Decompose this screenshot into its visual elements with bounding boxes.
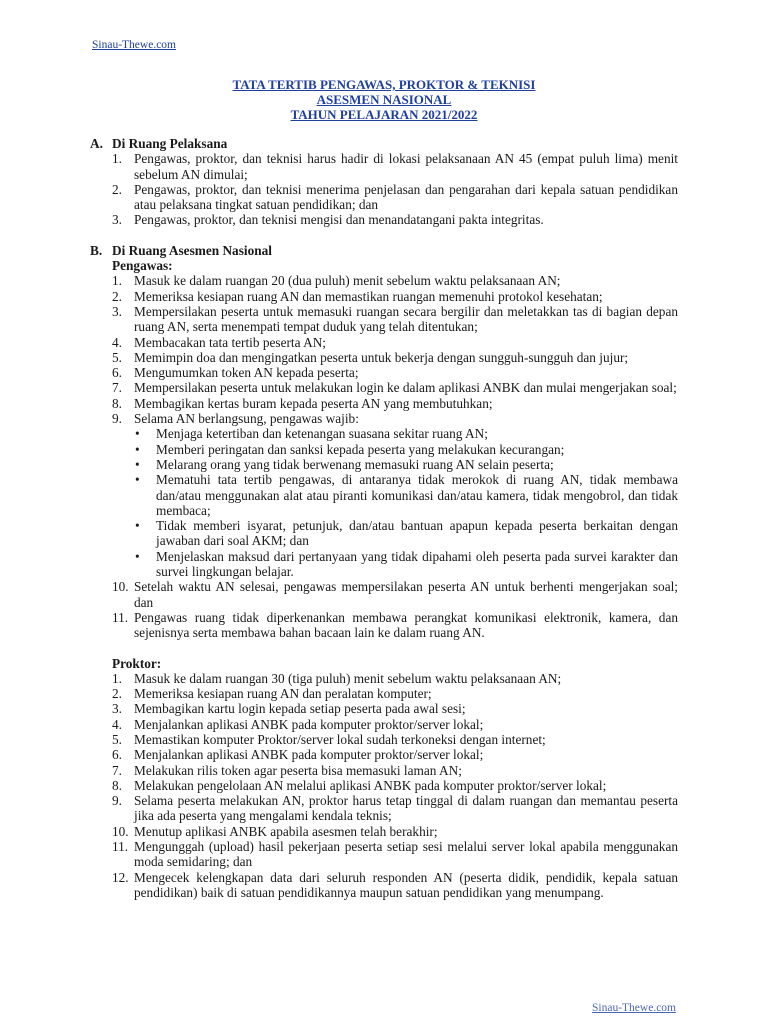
item-text: Mengunggah (upload) hasil pekerjaan peserta setiap sesi melalui server lokal apabila menggunakan moda semidaring; dan — [134, 839, 678, 870]
item-number: 4. — [112, 716, 122, 732]
pengawas-item — [90, 335, 678, 350]
section-a-heading: A. Di Ruang Pelaksana — [90, 136, 228, 151]
bullet-item — [134, 426, 678, 441]
item-number: 4. — [112, 334, 122, 350]
bullet-item — [134, 457, 678, 472]
item-text: Melakukan pengelolaan AN melalui aplikasi ANBK pada komputer proktor/server lokal; — [134, 777, 607, 793]
bullet-icon: • — [135, 426, 140, 442]
proktor-list — [90, 671, 678, 900]
item-number: 1. — [112, 273, 122, 289]
item-text: Membacakan tata tertib peserta AN; — [134, 334, 326, 350]
item-text: Mengumumkan token AN kepada peserta; — [134, 365, 359, 381]
title-line-1: TATA TERTIB PENGAWAS, PROKTOR & TEKNISI — [232, 77, 536, 92]
pengawas-list — [90, 273, 678, 426]
item-number: 5. — [112, 731, 122, 747]
item-text: Membagikan kertas buram kepada peserta AN yang membutuhkan; — [134, 395, 493, 411]
header-site-link[interactable]: Sinau-Thewe.com — [92, 39, 176, 51]
pengawas-list-continued — [90, 579, 678, 640]
bullet-icon: • — [135, 472, 140, 488]
proktor-item — [90, 763, 678, 778]
item-text: Pengawas ruang tidak diperkenankan membawa perangkat komunikasi elektronik, kamera, dan sejenisnya serta membawa bahan bacaan lain ke dalam ruang AN. — [134, 609, 678, 641]
document-title — [0, 77, 768, 122]
item-text: Mengecek kelengkapan data dari seluruh responden AN (peserta didik, pendidik, kepala satuan pendidikan) baik di satuan pendidikannya maupun satuan pendidikan yang menumpang. — [134, 869, 678, 900]
bullet-text: Memberi peringatan dan sanksi kepada peserta yang melakukan kecurangan; — [156, 441, 565, 457]
bullet-text: Tidak memberi isyarat, petunjuk, dan/atau bantuan apapun kepada peserta berkaitan dengan jawaban dari soal AKM; dan — [156, 518, 678, 549]
item-number: 9. — [112, 411, 122, 427]
item-number: 11. — [112, 609, 129, 625]
document-body — [90, 136, 678, 900]
item-number: 6. — [112, 747, 122, 763]
proktor-item — [90, 824, 678, 839]
section-a-item — [90, 182, 678, 213]
proktor-item — [90, 778, 678, 793]
bullet-icon: • — [135, 518, 140, 534]
item-text: Masuk ke dalam ruangan 20 (dua puluh) menit sebelum waktu pelaksanaan AN; — [134, 273, 561, 289]
item-text: Mempersilakan peserta untuk memasuki ruangan secara bergilir dan meletakkan tas di bagian depan ruang AN, serta menempati tempat duduk yang telah ditentukan; — [134, 303, 678, 335]
item-text: Mempersilakan peserta untuk melakukan login ke dalam aplikasi ANBK dan mulai mengerjakan soal; — [134, 380, 677, 396]
section-b-heading: B. Di Ruang Asesmen Nasional — [90, 242, 272, 258]
pengawas-bullet-list — [90, 426, 678, 579]
item-text: Memeriksa kesiapan ruang AN dan peralatan komputer; — [134, 686, 432, 702]
pengawas-item — [90, 289, 678, 304]
item-number: 8. — [112, 395, 122, 411]
proktor-label: Proktor: — [112, 655, 162, 671]
proktor-item — [90, 671, 678, 686]
item-text: Selama peserta melakukan AN, proktor harus tetap tinggal di dalam ruangan dan memantau peserta jika ada peserta yang mengalami kendala teknis; — [134, 793, 678, 824]
item-number: 10. — [112, 823, 129, 839]
item-number: 1. — [112, 670, 122, 686]
item-text: Selama AN berlangsung, pengawas wajib: — [134, 411, 359, 427]
item-number: 9. — [112, 793, 122, 809]
item-number: 2. — [112, 686, 122, 702]
item-text: Memeriksa kesiapan ruang AN dan memastikan ruangan memenuhi protokol kesehatan; — [134, 288, 603, 304]
pengawas-item — [90, 380, 678, 395]
proktor-item — [90, 732, 678, 747]
item-number: 11. — [112, 839, 129, 855]
item-number: 6. — [112, 365, 122, 381]
item-text: Memastikan komputer Proktor/server lokal sudah terkoneksi dengan internet; — [134, 731, 546, 747]
proktor-item — [90, 793, 678, 824]
bullet-text: Menjelaskan maksud dari pertanyaan yang tidak dipahami oleh peserta pada survei karakter dan survei lingkungan belajar. — [156, 548, 678, 580]
item-text: Pengawas, proktor, dan teknisi harus hadir di lokasi pelaksanaan AN 45 (empat puluh lima) menit sebelum AN dimulai; — [134, 151, 678, 182]
pengawas-item — [90, 396, 678, 411]
item-number: 3. — [112, 701, 122, 717]
pengawas-item — [90, 411, 678, 426]
title-line-3: TAHUN PELAJARAN 2021/2022 — [290, 107, 478, 122]
item-number: 2. — [112, 181, 122, 197]
item-text: Menjalankan aplikasi ANBK pada komputer proktor/server lokal; — [134, 747, 484, 763]
bullet-item — [134, 518, 678, 549]
item-number: 7. — [112, 380, 122, 396]
bullet-text: Menjaga ketertiban dan ketenangan suasana sekitar ruang AN; — [156, 426, 488, 442]
proktor-item — [90, 717, 678, 732]
section-a-item — [90, 151, 678, 182]
item-text: Membagikan kartu login kepada setiap peserta pada awal sesi; — [134, 701, 466, 717]
bullet-item — [134, 442, 678, 457]
item-text: Masuk ke dalam ruangan 30 (tiga puluh) menit sebelum waktu pelaksanaan AN; — [134, 670, 562, 686]
bullet-icon: • — [135, 456, 140, 472]
item-number: 7. — [112, 762, 122, 778]
bullet-item — [134, 549, 678, 580]
pengawas-label: Pengawas: — [112, 258, 173, 274]
bullet-icon: • — [135, 548, 140, 564]
title-line-2: ASESMEN NASIONAL — [316, 92, 452, 107]
section-a-list — [90, 151, 678, 227]
pengawas-item — [90, 365, 678, 380]
proktor-item — [90, 870, 678, 901]
item-number: 10. — [112, 579, 129, 595]
section-a-item — [90, 212, 678, 227]
bullet-text: Mematuhi tata tertib pengawas, di antaranya tidak merokok di ruang AN, tidak membawa dan/atau menggunakan alat atau piranti komunikasi dan/atau kamera, tidak mengobrol, dan tidak membaca; — [156, 472, 678, 518]
proktor-item — [90, 686, 678, 701]
item-number: 3. — [112, 303, 122, 319]
item-text: Melakukan rilis token agar peserta bisa memasuki laman AN; — [134, 762, 462, 778]
item-text: Memimpin doa dan mengingatkan peserta untuk bekerja dengan sungguh-sungguh dan jujur; — [134, 349, 629, 365]
item-number: 1. — [112, 151, 122, 167]
pengawas-item — [90, 350, 678, 365]
proktor-item — [90, 701, 678, 716]
bullet-item — [134, 472, 678, 518]
item-text: Menjalankan aplikasi ANBK pada komputer proktor/server lokal; — [134, 716, 484, 732]
proktor-item — [90, 747, 678, 762]
item-text: Menutup aplikasi ANBK apabila asesmen telah berakhir; — [134, 823, 438, 839]
bullet-icon: • — [135, 441, 140, 457]
item-number: 2. — [112, 288, 122, 304]
bullet-text: Melarang orang yang tidak berwenang memasuki ruang AN selain peserta; — [156, 456, 554, 472]
item-number: 3. — [112, 212, 122, 228]
pengawas-item — [90, 273, 678, 288]
item-number: 5. — [112, 349, 122, 365]
item-text: Pengawas, proktor, dan teknisi menerima penjelasan dan pengarahan dari kepala satuan pendidikan atau pelaksana tingkat satuan pendidikan; dan — [134, 181, 678, 213]
footer-site-link[interactable]: Sinau-Thewe.com — [592, 1002, 676, 1014]
item-number: 12. — [112, 869, 129, 885]
item-number: 8. — [112, 777, 122, 793]
item-text: Pengawas, proktor, dan teknisi mengisi dan menandatangani pakta integritas. — [134, 212, 544, 228]
pengawas-item — [90, 304, 678, 335]
proktor-item — [90, 839, 678, 870]
item-text: Setelah waktu AN selesai, pengawas mempersilakan peserta AN untuk berhenti mengerjakan soal; dan — [134, 579, 678, 610]
pengawas-item — [90, 579, 678, 610]
pengawas-item — [90, 610, 678, 641]
